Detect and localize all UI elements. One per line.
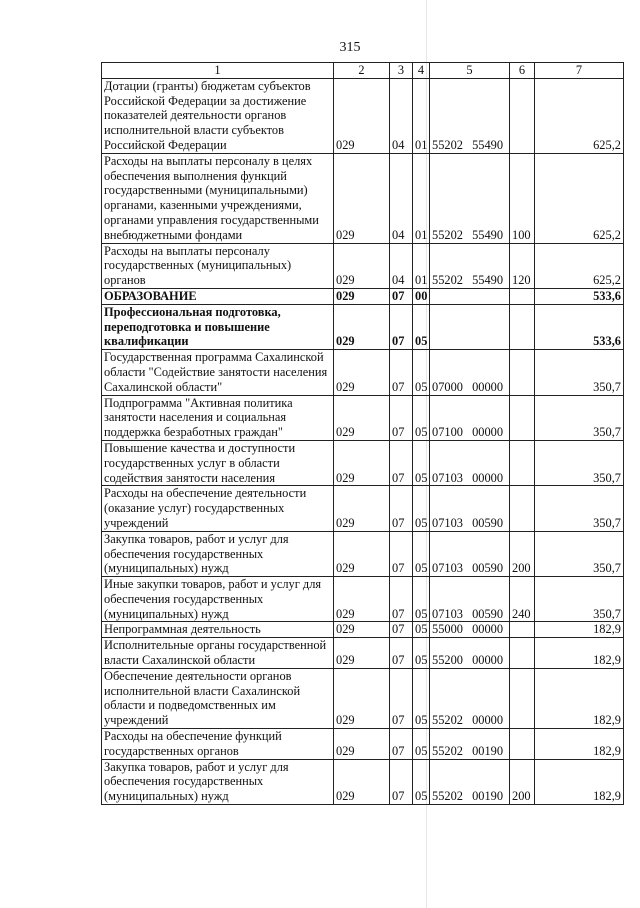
section-code-cell: 07 (390, 668, 413, 728)
row-name-cell: Иные закупки товаров, работ и услуг для обеспечения государственных (муниципальных) нужд (102, 577, 334, 622)
row-name-cell: Расходы на обеспечение функций государственных органов (102, 729, 334, 760)
expense-type-cell (510, 668, 535, 728)
row-name-cell: Расходы на обеспечение деятельности (оказание услуг) государственных учреждений (102, 486, 334, 531)
amount-cell: 533,6 (535, 288, 624, 304)
section-code-cell: 07 (390, 440, 413, 485)
section-code-cell: 04 (390, 78, 413, 153)
table-row (102, 78, 624, 153)
expense-type-cell: 200 (510, 531, 535, 576)
amount-cell: 350,7 (535, 531, 624, 576)
expense-type-cell (510, 622, 535, 638)
header-cell: 1 (102, 63, 334, 79)
row-name-cell: Подпрограмма "Активная политика занятости населения и социальная поддержка безработных граждан" (102, 395, 334, 440)
target-code-cell (430, 304, 510, 349)
expense-type-cell (510, 350, 535, 395)
subsection-code-cell: 01 (413, 78, 430, 153)
row-name-cell: Профессиональная подготовка, переподготовка и повышение квалификации (102, 304, 334, 349)
target-code-cell: 55202 55490 (430, 153, 510, 243)
expense-type-cell: 240 (510, 577, 535, 622)
section-code-cell: 07 (390, 759, 413, 804)
section-code-cell: 07 (390, 304, 413, 349)
amount-cell: 182,9 (535, 622, 624, 638)
section-code-cell: 07 (390, 486, 413, 531)
table-row (102, 304, 624, 349)
expense-type-cell (510, 288, 535, 304)
row-name-cell: Закупка товаров, работ и услуг для обеспечения государственных (муниципальных) нужд (102, 531, 334, 576)
target-code-cell: 55202 55490 (430, 78, 510, 153)
row-name-cell: Исполнительные органы государственной власти Сахалинской области (102, 638, 334, 669)
expense-type-cell (510, 440, 535, 485)
expense-type-cell (510, 395, 535, 440)
amount-cell: 350,7 (535, 486, 624, 531)
table-row (102, 288, 624, 304)
subsection-code-cell: 05 (413, 577, 430, 622)
row-name-cell: ОБРАЗОВАНИЕ (102, 288, 334, 304)
ministry-code-cell: 029 (334, 668, 390, 728)
subsection-code-cell: 05 (413, 668, 430, 728)
subsection-code-cell: 05 (413, 638, 430, 669)
target-code-cell: 55202 00190 (430, 759, 510, 804)
row-name-cell: Дотации (гранты) бюджетам субъектов Российской Федерации за достижение показателей деятельности органов исполнительной власти субъектов Российской Федерации (102, 78, 334, 153)
ministry-code-cell: 029 (334, 153, 390, 243)
amount-cell: 182,9 (535, 759, 624, 804)
expense-type-cell: 200 (510, 759, 535, 804)
target-code-cell: 55202 55490 (430, 243, 510, 288)
section-code-cell: 04 (390, 153, 413, 243)
row-name-cell: Расходы на выплаты персоналу в целях обеспечения выполнения функций государственными (муниципальными) органами, казенными учреждениями, органами управления государственными внебюджетными фондами (102, 153, 334, 243)
ministry-code-cell: 029 (334, 486, 390, 531)
amount-cell: 182,9 (535, 729, 624, 760)
amount-cell: 625,2 (535, 243, 624, 288)
section-code-cell: 07 (390, 350, 413, 395)
ministry-code-cell: 029 (334, 577, 390, 622)
expense-type-cell: 120 (510, 243, 535, 288)
amount-cell: 625,2 (535, 78, 624, 153)
section-code-cell: 07 (390, 638, 413, 669)
target-code-cell: 55202 00190 (430, 729, 510, 760)
header-cell: 6 (510, 63, 535, 79)
target-code-cell: 07100 00000 (430, 395, 510, 440)
expense-type-cell (510, 304, 535, 349)
header-cell: 2 (334, 63, 390, 79)
amount-cell: 350,7 (535, 440, 624, 485)
ministry-code-cell: 029 (334, 729, 390, 760)
subsection-code-cell: 05 (413, 531, 430, 576)
table-row (102, 759, 624, 804)
amount-cell: 625,2 (535, 153, 624, 243)
header-cell: 3 (390, 63, 413, 79)
ministry-code-cell: 029 (334, 395, 390, 440)
target-code-cell: 07000 00000 (430, 350, 510, 395)
section-code-cell: 07 (390, 622, 413, 638)
target-code-cell: 55000 00000 (430, 622, 510, 638)
subsection-code-cell: 05 (413, 395, 430, 440)
ministry-code-cell: 029 (334, 440, 390, 485)
target-code-cell: 55202 00000 (430, 668, 510, 728)
table-row (102, 668, 624, 728)
ministry-code-cell: 029 (334, 622, 390, 638)
table-body (102, 78, 624, 804)
target-code-cell: 07103 00590 (430, 531, 510, 576)
subsection-code-cell: 05 (413, 304, 430, 349)
amount-cell: 182,9 (535, 668, 624, 728)
subsection-code-cell: 01 (413, 153, 430, 243)
row-name-cell: Обеспечение деятельности органов исполнительной власти Сахалинской области и подведомственных им учреждений (102, 668, 334, 728)
expense-type-cell: 100 (510, 153, 535, 243)
amount-cell: 533,6 (535, 304, 624, 349)
header-cell: 5 (430, 63, 510, 79)
subsection-code-cell: 01 (413, 243, 430, 288)
table-header-row (102, 63, 624, 79)
amount-cell: 350,7 (535, 350, 624, 395)
row-name-cell: Расходы на выплаты персоналу государственных (муниципальных) органов (102, 243, 334, 288)
ministry-code-cell: 029 (334, 304, 390, 349)
target-code-cell (430, 288, 510, 304)
subsection-code-cell: 05 (413, 486, 430, 531)
expense-type-cell (510, 486, 535, 531)
section-code-cell: 07 (390, 395, 413, 440)
table-row (102, 395, 624, 440)
target-code-cell: 55200 00000 (430, 638, 510, 669)
section-code-cell: 07 (390, 729, 413, 760)
table-row (102, 577, 624, 622)
subsection-code-cell: 00 (413, 288, 430, 304)
section-code-cell: 07 (390, 288, 413, 304)
amount-cell: 350,7 (535, 577, 624, 622)
table-row (102, 622, 624, 638)
table-row (102, 638, 624, 669)
row-name-cell: Повышение качества и доступности государственных услуг в области содействия занятости населения (102, 440, 334, 485)
target-code-cell: 07103 00590 (430, 486, 510, 531)
ministry-code-cell: 029 (334, 350, 390, 395)
subsection-code-cell: 05 (413, 759, 430, 804)
table-row (102, 350, 624, 395)
ministry-code-cell: 029 (334, 638, 390, 669)
table-row (102, 243, 624, 288)
table-row (102, 153, 624, 243)
expense-type-cell (510, 78, 535, 153)
ministry-code-cell: 029 (334, 78, 390, 153)
amount-cell: 182,9 (535, 638, 624, 669)
header-cell: 7 (535, 63, 624, 79)
ministry-code-cell: 029 (334, 243, 390, 288)
row-name-cell: Государственная программа Сахалинской области "Содействие занятости населения Сахалинской области" (102, 350, 334, 395)
page-number: 315 (339, 40, 361, 55)
row-name-cell: Закупка товаров, работ и услуг для обеспечения государственных (муниципальных) нужд (102, 759, 334, 804)
section-code-cell: 07 (390, 531, 413, 576)
budget-table (101, 62, 624, 805)
table-row (102, 729, 624, 760)
target-code-cell: 07103 00590 (430, 577, 510, 622)
subsection-code-cell: 05 (413, 350, 430, 395)
ministry-code-cell: 029 (334, 531, 390, 576)
subsection-code-cell: 05 (413, 729, 430, 760)
row-name-cell: Непрограммная деятельность (102, 622, 334, 638)
table-row (102, 531, 624, 576)
target-code-cell: 07103 00000 (430, 440, 510, 485)
header-cell: 4 (413, 63, 430, 79)
subsection-code-cell: 05 (413, 440, 430, 485)
table-row (102, 486, 624, 531)
ministry-code-cell: 029 (334, 759, 390, 804)
subsection-code-cell: 05 (413, 622, 430, 638)
amount-cell: 350,7 (535, 395, 624, 440)
expense-type-cell (510, 638, 535, 669)
section-code-cell: 04 (390, 243, 413, 288)
expense-type-cell (510, 729, 535, 760)
table-row (102, 440, 624, 485)
ministry-code-cell: 029 (334, 288, 390, 304)
section-code-cell: 07 (390, 577, 413, 622)
